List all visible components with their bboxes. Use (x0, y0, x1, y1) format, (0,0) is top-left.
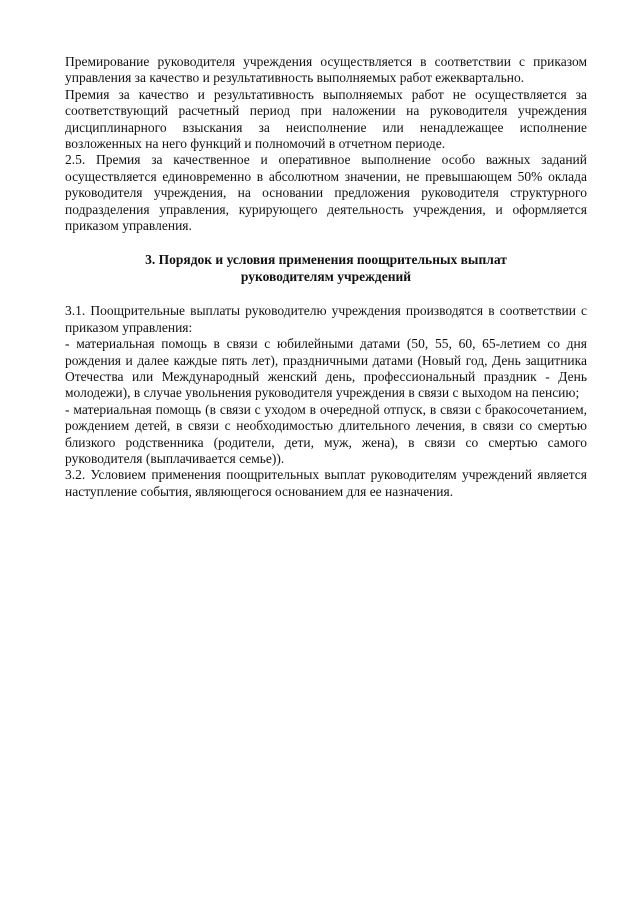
list-item-material-aid: - материальная помощь (в связи с уходом в очередной отпуск, в связи с бракосочетанием, рождением детей, в связи с необходимостью длительного лечения, в связи со смертью близкого родственника (родители, дети, муж, жена), в связи со смертью самого руководителя (выплачивается семье)). (65, 401, 587, 466)
section-3-heading-line1: 3. Порядок и условия применения поощрительных выплат (145, 252, 507, 268)
paragraph-2-5: 2.5. Премия за качественное и оперативное выполнение особо важных заданий осуществляется единовременно в абсолютном значении, не превышающем 50% оклада руководителя учреждения, на основании предложения руководителя структурного подразделения управления, курирующего деятельность учреждения, и оформляется приказом управления. (65, 152, 587, 234)
paragraph-3-1: 3.1. Поощрительные выплаты руководителю учреждения производятся в соответствии с приказом управления: (65, 303, 587, 335)
paragraph-3-2: 3.2. Условием применения поощрительных выплат руководителям учреждений является наступление события, являющегося основанием для ее назначения. (65, 467, 587, 499)
document-page (65, 54, 587, 500)
paragraph-bonus-exclusion: Премия за качество и результативность выполняемых работ не осуществляется за соответствующий расчетный период при наложении на руководителя учреждения дисциплинарного взыскания за неисполнение или ненадлежащее исполнение возложенных на него функций и полномочий в отчетном периоде. (65, 86, 587, 152)
list-item-anniversary-aid: - материальная помощь в связи с юбилейными датами (50, 55, 60, 65-летием со дня рождения и далее каждые пять лет), праздничными датами (Новый год, День защитника Отечества или Международный женский день, профессиональный праздник - День молодежи), в случае увольнения руководителя учреждения в связи с выходом на пенсию; (65, 336, 587, 401)
section-3-heading-line2: руководителям учреждений (240, 268, 412, 284)
section-3-heading (65, 252, 587, 285)
paragraph-bonus-quarterly: Премирование руководителя учреждения осуществляется в соответствии с приказом управления за качество и результативность выполняемых работ ежеквартально. (65, 54, 587, 86)
